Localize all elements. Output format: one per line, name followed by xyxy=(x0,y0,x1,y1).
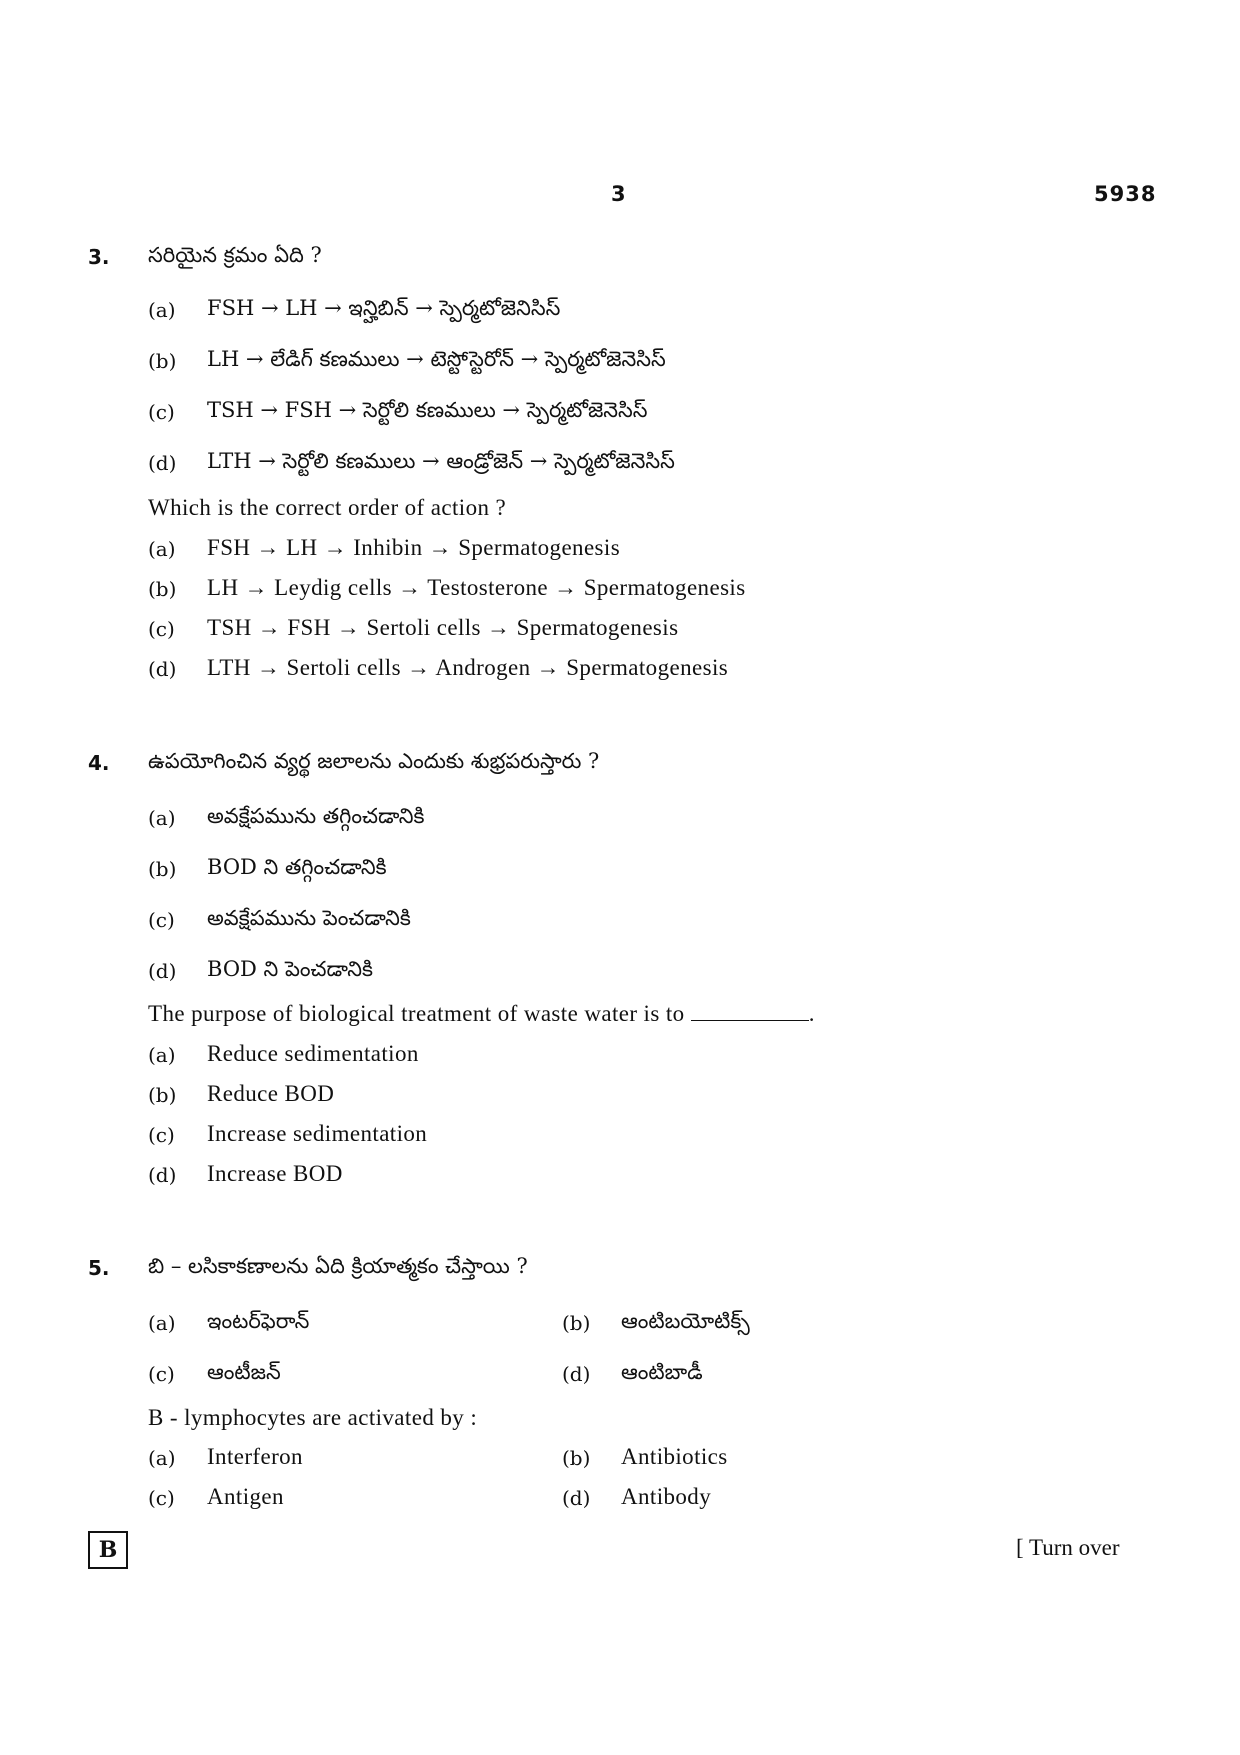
option-text-english: Antibiotics xyxy=(621,1444,728,1469)
option-label: (c) xyxy=(148,1123,175,1147)
paper-code: 5938 xyxy=(1094,182,1157,206)
option-text-telugu: LTH → సెర్టోలి కణములు → ఆండ్రోజెన్ → స్పెర్మటోజెనెసిస్ xyxy=(207,449,675,473)
option-text-english: Increase BOD xyxy=(207,1161,343,1186)
question-text-telugu: ఉపయోగించిన వ్యర్థ జలాలను ఎందుకు శుభ్రపరుస్తారు ? xyxy=(148,749,600,773)
option-text-english: Antigen xyxy=(207,1484,284,1509)
option-label: (c) xyxy=(148,400,175,424)
option-label: (a) xyxy=(148,298,176,322)
question-text-telugu: సరియైన క్రమం ఏది ? xyxy=(148,243,322,267)
option-text-english: Increase sedimentation xyxy=(207,1121,428,1146)
option-text-telugu: ఆంటిబాడీ xyxy=(621,1360,703,1384)
option-text-english: Reduce sedimentation xyxy=(207,1041,419,1066)
option-text-telugu: ఇంటర్‌ఫెరాన్ xyxy=(207,1309,310,1333)
question-text-english xyxy=(148,1001,815,1027)
option-label: (d) xyxy=(148,657,177,681)
option-label: (c) xyxy=(148,908,175,932)
option-text-english: LH → Leydig cells → Testosterone → Spermatogenesis xyxy=(207,575,746,600)
option-text-telugu: అవక్షేపమును తగ్గించడానికి xyxy=(207,804,425,828)
question-stem: The purpose of biological treatment of waste water is to xyxy=(148,1001,685,1026)
option-label: (b) xyxy=(148,577,177,601)
option-label: (c) xyxy=(148,617,175,641)
question-number: 4. xyxy=(88,751,110,775)
option-text-telugu: BOD ని పెంచడానికి xyxy=(207,957,373,981)
option-text-english: Antibody xyxy=(621,1484,712,1509)
option-label: (b) xyxy=(562,1446,591,1470)
option-label: (b) xyxy=(148,857,177,881)
option-label: (d) xyxy=(148,451,177,475)
option-text-english: TSH → FSH → Sertoli cells → Spermatogenesis xyxy=(207,615,679,640)
option-label: (d) xyxy=(562,1486,591,1510)
fill-in-blank xyxy=(691,1002,809,1021)
option-text-telugu: TSH → FSH → సెర్టోలి కణములు → స్పెర్మటోజెనెసిస్ xyxy=(207,398,648,422)
option-label: (d) xyxy=(148,1163,177,1187)
option-text-english: Interferon xyxy=(207,1444,303,1469)
option-text-telugu: ఆంటిబయోటిక్స్ xyxy=(621,1309,750,1333)
option-label: (d) xyxy=(148,959,177,983)
option-text-english: FSH → LH → Inhibin → Spermatogenesis xyxy=(207,535,621,560)
question-text-english: B - lymphocytes are activated by : xyxy=(148,1405,478,1430)
option-label: (b) xyxy=(148,1083,177,1107)
question-text-telugu: బి – లసికాకణాలను ఏది క్రియాత్మకం చేస్తాయి ? xyxy=(148,1254,528,1278)
option-label: (a) xyxy=(148,1043,176,1067)
question-number: 3. xyxy=(88,245,110,269)
option-label: (a) xyxy=(148,1311,176,1335)
option-text-telugu: FSH → LH → ఇన్హిబిన్ → స్పెర్మటోజెనిసిస్ xyxy=(207,296,561,320)
option-text-english: LTH → Sertoli cells → Androgen → Spermatogenesis xyxy=(207,655,729,680)
option-label: (c) xyxy=(148,1362,175,1386)
option-label: (b) xyxy=(562,1311,591,1335)
option-text-telugu: అవక్షేపమును పెంచడానికి xyxy=(207,906,411,930)
option-text-telugu: LH → లేడిగ్ కణములు → టెస్టోస్టెరోన్ → స్పెర్మటోజెనెసిస్ xyxy=(207,347,666,371)
series-box: B xyxy=(88,1531,128,1569)
option-label: (a) xyxy=(148,537,176,561)
question-number: 5. xyxy=(88,1256,110,1280)
turn-over-label: [ Turn over xyxy=(1016,1535,1120,1560)
option-text-telugu: ఆంటీజన్ xyxy=(207,1360,281,1384)
question-end: . xyxy=(808,1001,815,1026)
option-text-english: Reduce BOD xyxy=(207,1081,335,1106)
option-label: (d) xyxy=(562,1362,591,1386)
option-label: (a) xyxy=(148,806,176,830)
question-text-english: Which is the correct order of action ? xyxy=(148,495,507,520)
option-text-telugu: BOD ని తగ్గించడానికి xyxy=(207,855,387,879)
option-label: (a) xyxy=(148,1446,176,1470)
option-label: (c) xyxy=(148,1486,175,1510)
page-number: 3 xyxy=(611,182,626,206)
option-label: (b) xyxy=(148,349,177,373)
